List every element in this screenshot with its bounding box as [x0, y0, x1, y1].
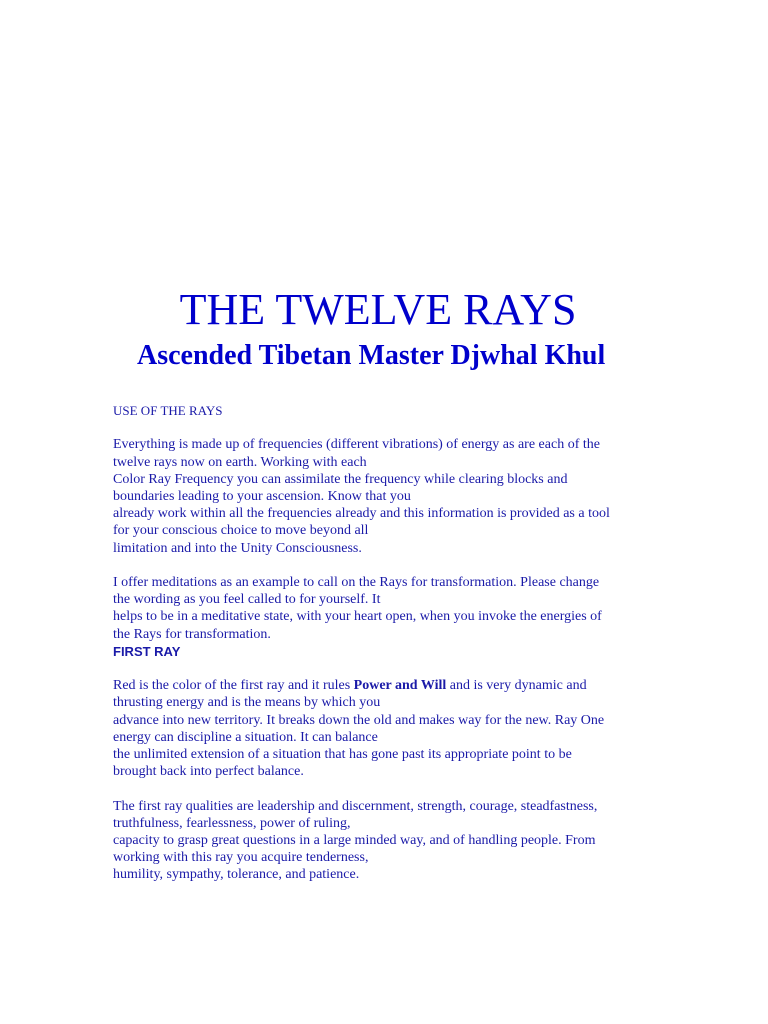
- emphasis-power-and-will: Power and Will: [353, 678, 447, 694]
- text-line: advance into new territory. It breaks down the old and makes way for the new. Ray One: [113, 712, 605, 728]
- section-heading-use-of-rays: USE OF THE RAYS: [113, 403, 223, 418]
- section-heading-first-ray: FIRST RAY: [113, 643, 181, 659]
- text-line: thrusting energy and is the means by which you: [113, 695, 381, 711]
- text-line: helps to be in a meditative state, with your heart open, when you invoke the energies of: [113, 609, 602, 625]
- text-line: the unlimited extension of a situation that has gone past its appropriate point to be: [113, 747, 572, 763]
- text-line: twelve rays now on earth. Working with each: [113, 454, 367, 470]
- text-line: the wording as you feel called to for yourself. It: [113, 592, 381, 608]
- text-line: energy can discipline a situation. It can balance: [113, 729, 378, 745]
- text-line: already work within all the frequencies already and this information is provided as a tool: [113, 506, 610, 522]
- text-segment: and is very dynamic and: [446, 678, 587, 694]
- text-line: I offer meditations as an example to call on the Rays for transformation. Please change: [113, 575, 600, 590]
- paragraph-first-ray-qualities: [113, 798, 658, 884]
- document-subtitle: Ascended Tibetan Master Djwhal Khul: [137, 340, 606, 371]
- text-line: The first ray qualities are leadership and discernment, strength, courage, steadfastness,: [113, 798, 598, 814]
- text-line: boundaries leading to your ascension. Know that you: [113, 489, 411, 504]
- text-line: humility, sympathy, tolerance, and patience.: [113, 867, 360, 883]
- document-title: THE TWELVE RAYS: [179, 285, 577, 334]
- paragraph-meditations: [113, 574, 658, 643]
- text-line: truthfulness, fearlessness, power of ruling,: [113, 815, 351, 831]
- text-line: brought back into perfect balance.: [113, 764, 304, 780]
- text-line: Color Ray Frequency you can assimilate the frequency while clearing blocks and: [113, 471, 568, 487]
- paragraph-first-ray-color: [113, 677, 658, 780]
- text-line: the Rays for transformation.: [113, 626, 271, 642]
- text-line: capacity to grasp great questions in a large minded way, and of handling people. From: [113, 833, 596, 849]
- text-line: Everything is made up of frequencies (different vibrations) of energy as are each of the: [113, 437, 600, 453]
- text-line: for your conscious choice to move beyond all: [113, 523, 369, 539]
- text-segment: Red is the color of the first ray and it rules: [113, 678, 354, 694]
- text-line: limitation and into the Unity Consciousness.: [113, 540, 362, 556]
- paragraph-frequencies: [113, 436, 658, 556]
- document-body: [113, 402, 658, 884]
- text-line: [113, 677, 658, 694]
- text-line: working with this ray you acquire tenderness,: [113, 850, 369, 866]
